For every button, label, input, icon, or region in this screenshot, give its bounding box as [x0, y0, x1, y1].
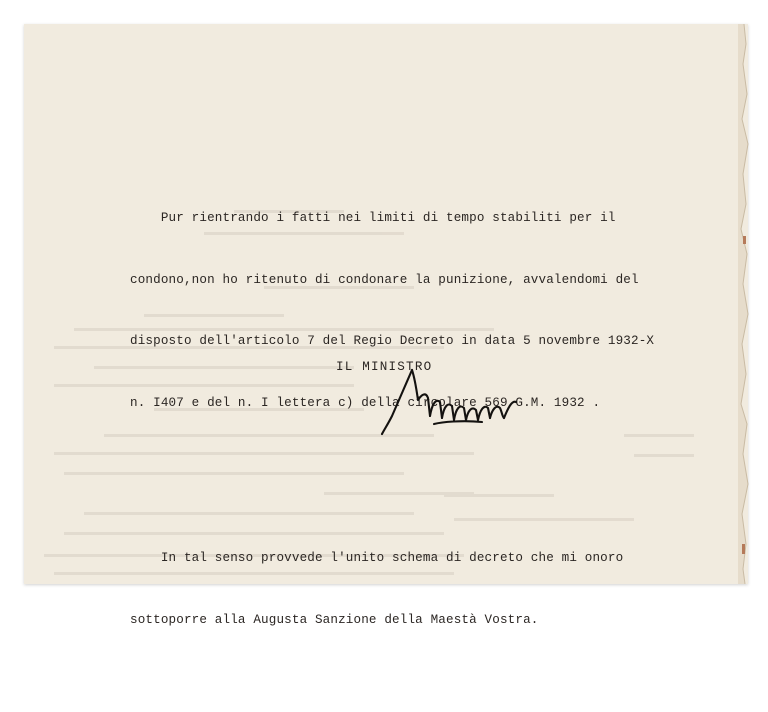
paragraph-2 — [130, 507, 690, 671]
text-line: In tal senso provvede l'unito schema di decreto che mi onoro — [130, 551, 624, 565]
minister-label: IL MINISTRO — [336, 360, 433, 374]
text-line: condono,non ho ritenuto di condonare la punizione, avvalendomi del — [130, 272, 639, 287]
signature-block — [336, 360, 536, 460]
torn-paper-edge — [734, 24, 750, 584]
handwritten-signature — [352, 364, 522, 444]
text-line: sottoporre alla Augusta Sanzione della Maestà Vostra. — [130, 612, 539, 627]
text-line: disposto dell'articolo 7 del Regio Decreto in data 5 novembre 1932-X — [130, 334, 655, 348]
text-line: Pur rientrando i fatti nei limiti di tempo stabiliti per il — [130, 211, 616, 225]
text-line: n. I407 e del n. I lettera c) della circolare 569 G.M. 1932 . — [130, 395, 601, 410]
document-sheet — [24, 24, 748, 627]
